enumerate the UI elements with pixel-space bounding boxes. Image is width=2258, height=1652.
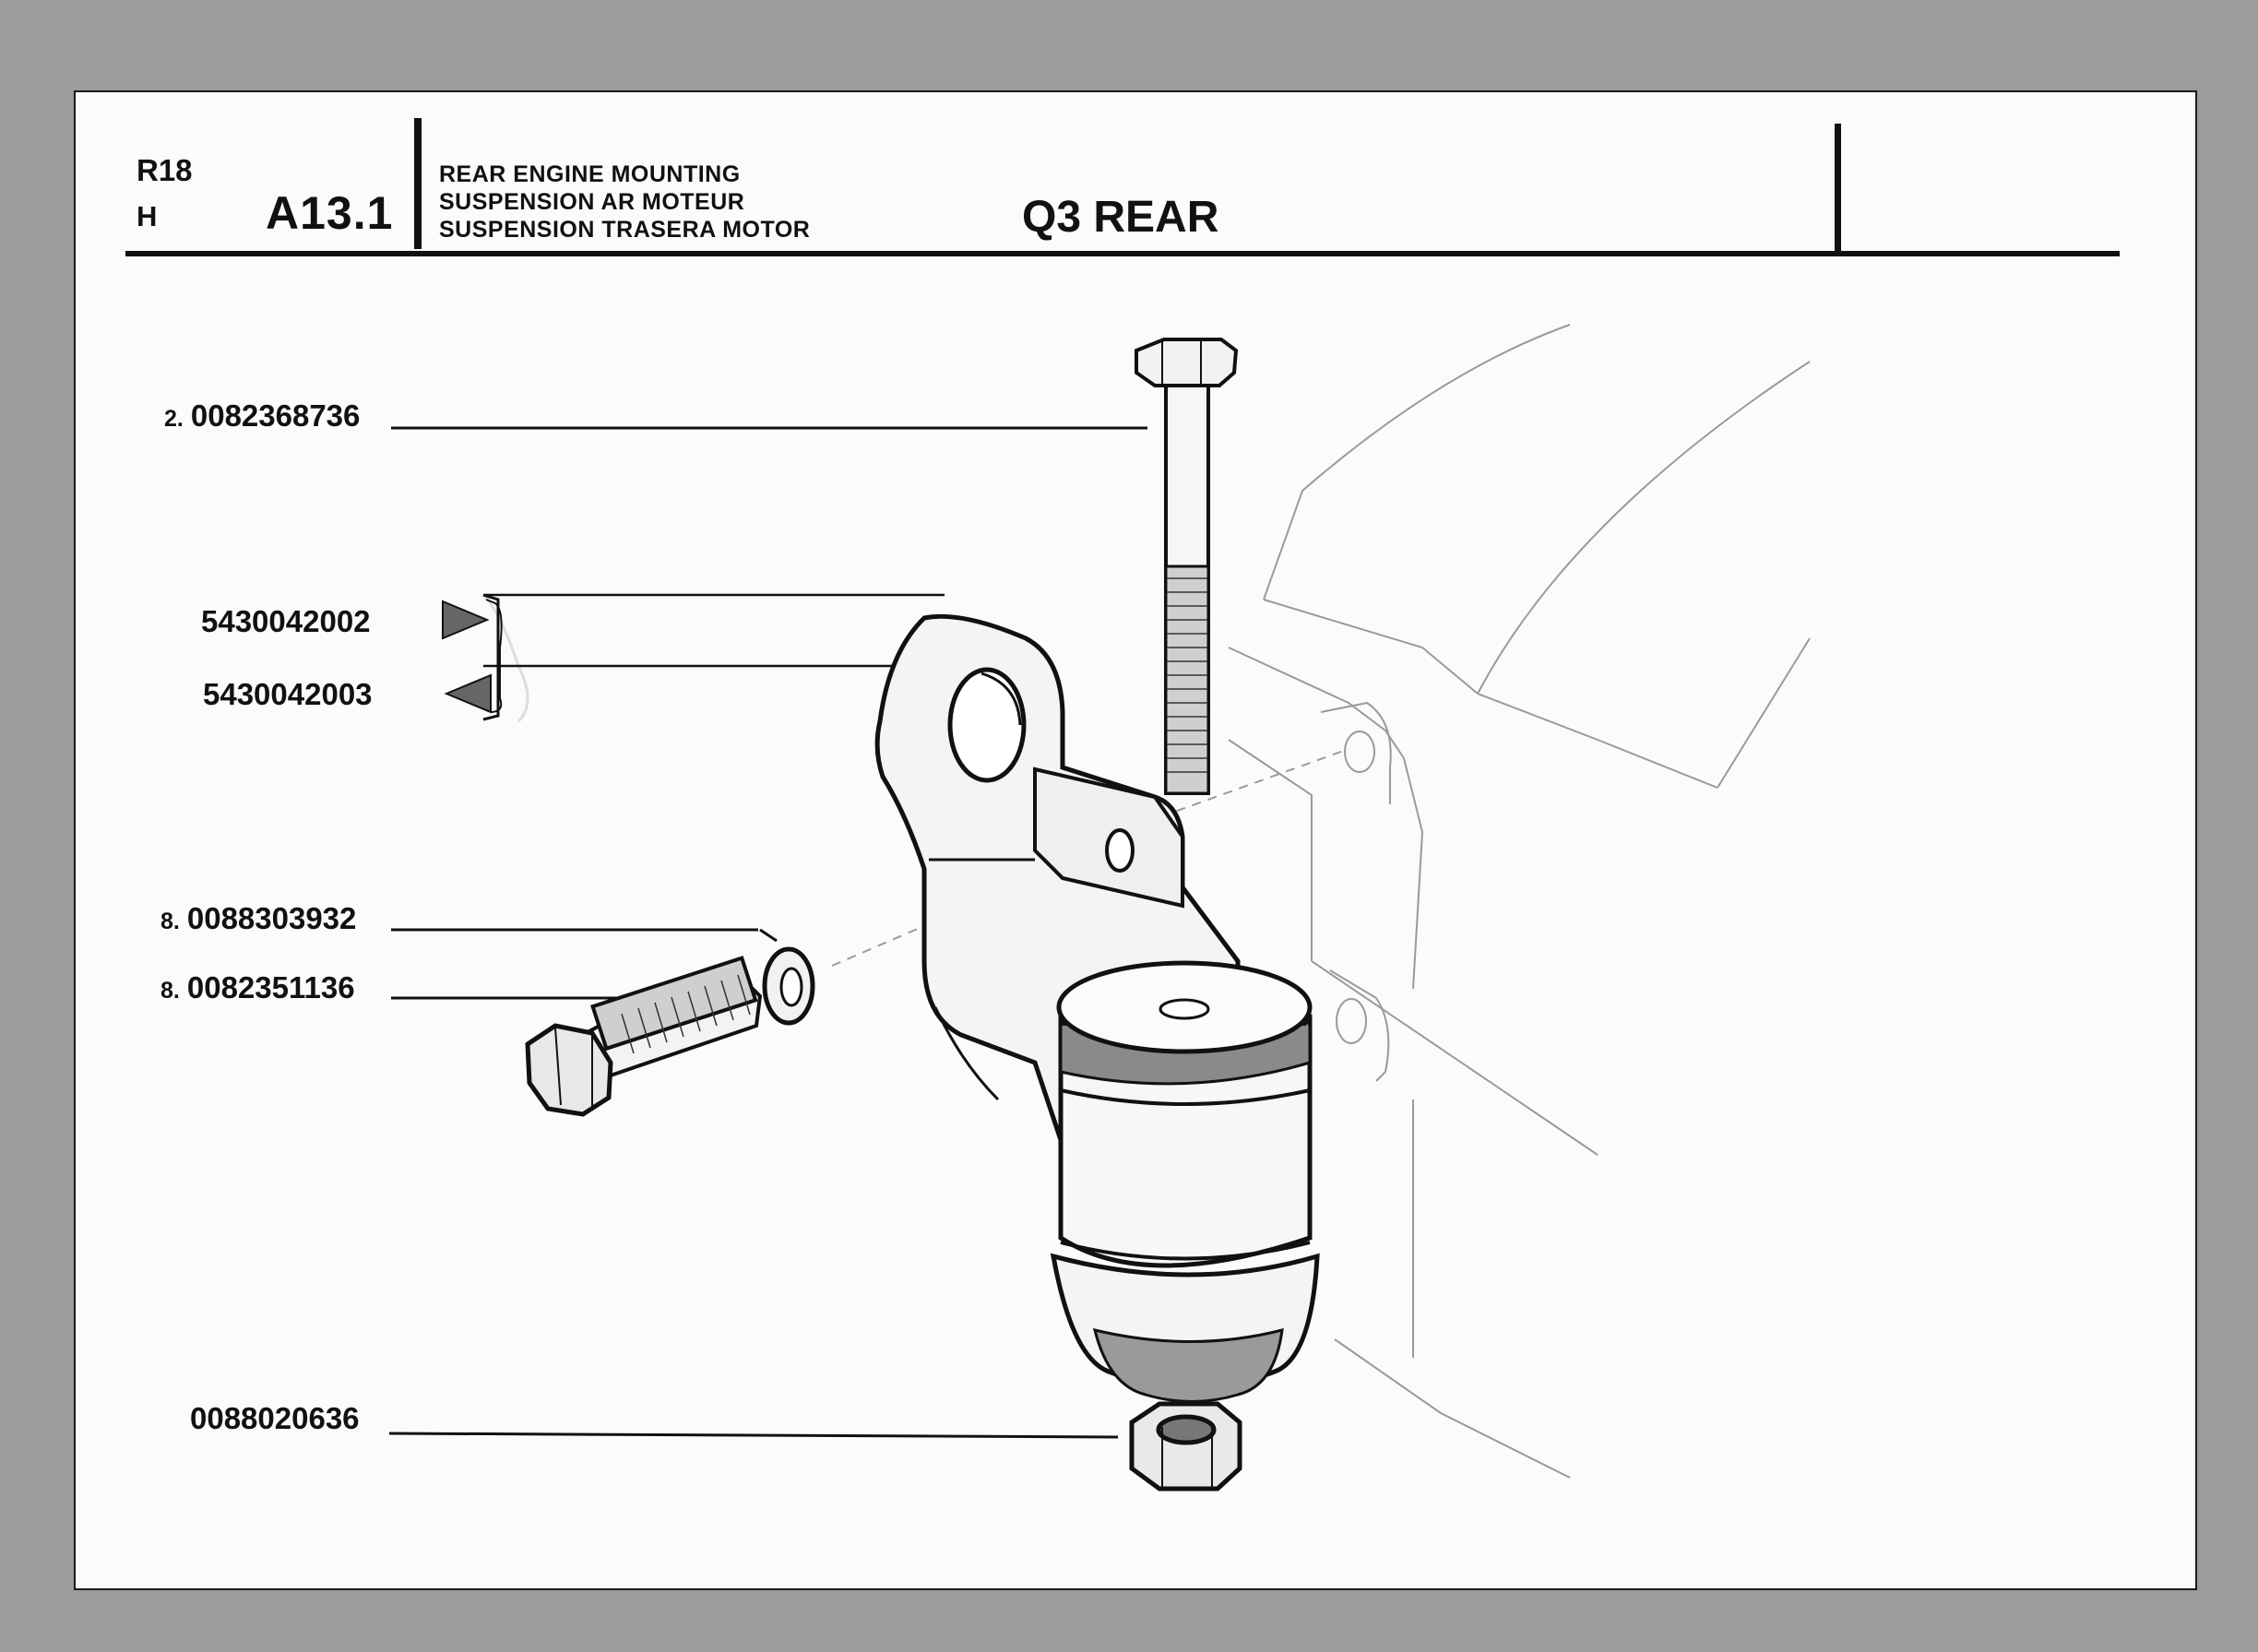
part-qty: 2. xyxy=(164,406,184,432)
rubber-mount-icon xyxy=(1053,963,1317,1402)
part-number: 0088020636 xyxy=(190,1401,360,1435)
lock-nut-icon xyxy=(1132,1404,1240,1489)
right-hand-arrow-icon xyxy=(443,601,487,638)
spring-washer-icon xyxy=(765,949,813,1023)
page-code: A13.1 xyxy=(266,187,394,239)
part-number: 0082368736 xyxy=(190,398,361,433)
part-number: 5430042003 xyxy=(203,677,373,711)
variant-code: H xyxy=(137,200,158,232)
parts-sheet xyxy=(74,90,2197,1590)
model-code: R18 xyxy=(137,153,193,187)
part-number: 0082351136 xyxy=(186,970,355,1004)
title-spanish: SUSPENSION TRASERA MOTOR xyxy=(439,217,811,243)
part-number: 5430042002 xyxy=(201,604,371,638)
section-title: Q3 REAR xyxy=(1022,193,1219,242)
bracket-hand-markers xyxy=(443,595,498,719)
short-bolt-icon xyxy=(528,958,760,1114)
long-bolt-icon xyxy=(1136,339,1236,793)
title-english: REAR ENGINE MOUNTING xyxy=(439,161,741,187)
part-qty: 8. xyxy=(160,978,180,1004)
part-qty: 8. xyxy=(160,909,180,934)
exploded-view-drawing xyxy=(76,92,2199,1592)
part-number: 0088303932 xyxy=(186,901,357,935)
left-hand-arrow-icon xyxy=(446,675,491,712)
title-french: SUSPENSION AR MOTEUR xyxy=(439,189,745,215)
